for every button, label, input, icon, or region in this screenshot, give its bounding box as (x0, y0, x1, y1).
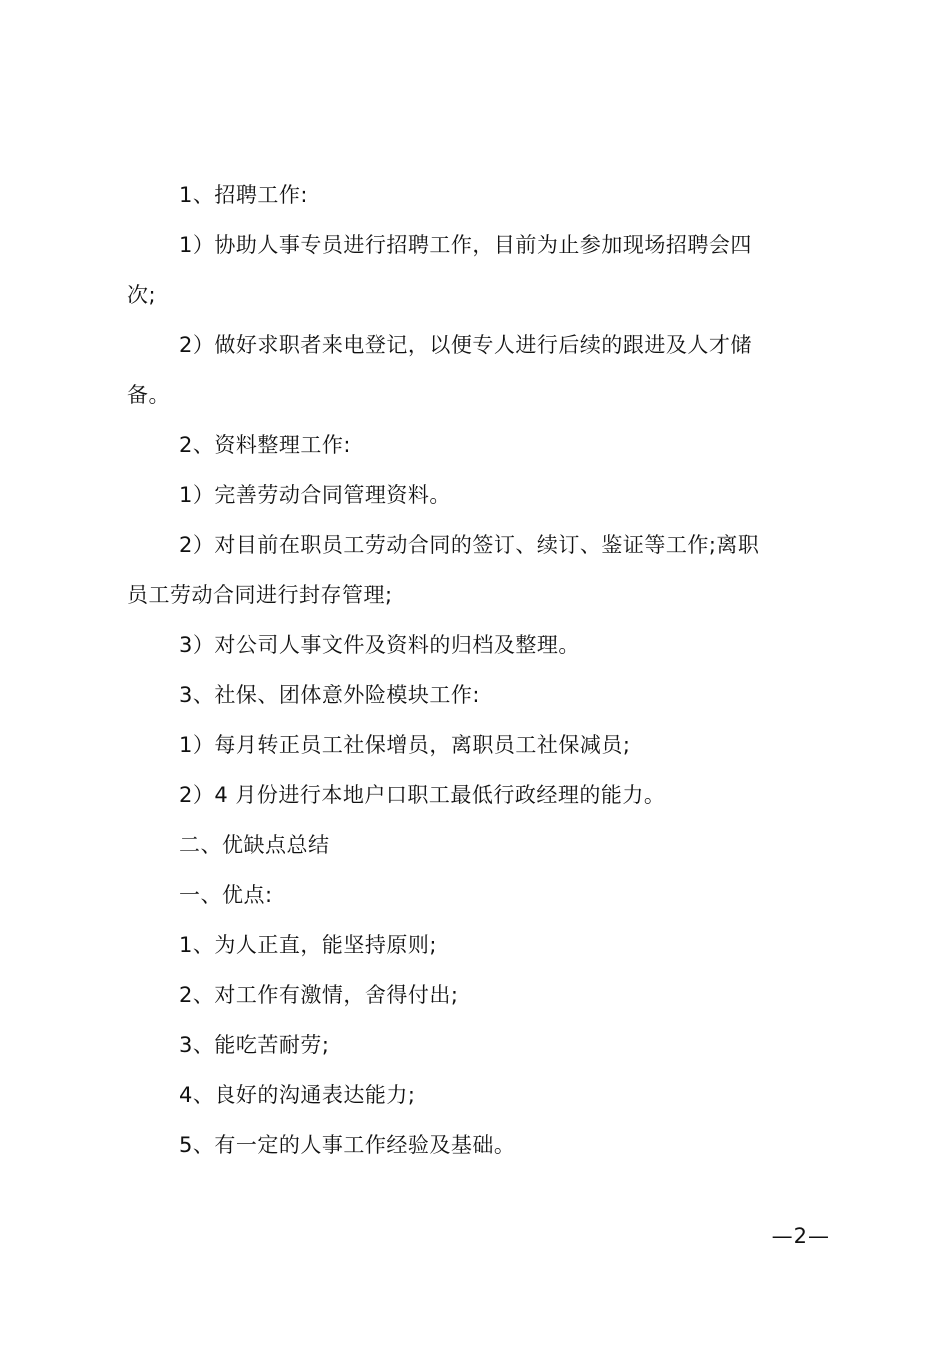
list-item: 1、为人正直，能坚持原则; (179, 933, 437, 957)
section-heading-recruitment: 1、招聘工作: (179, 183, 308, 207)
list-item: 5、有一定的人事工作经验及基础。 (179, 1133, 516, 1157)
section-heading-insurance: 3、社保、团体意外险模块工作: (179, 683, 480, 707)
page-number: —2— (771, 1224, 830, 1248)
list-item: 3）对公司人事文件及资料的归档及整理。 (179, 633, 580, 657)
list-item: 1）完善劳动合同管理资料。 (179, 483, 451, 507)
document-body (127, 170, 767, 1170)
list-item: 1）协助人事专员进行招聘工作，目前为止参加现场招聘会四次; (127, 233, 752, 307)
subheading-strengths: 一、优点: (179, 883, 273, 907)
list-item: 1）每月转正员工社保增员，离职员工社保减员; (179, 733, 631, 757)
list-item: 2、对工作有激情，舍得付出; (179, 983, 459, 1007)
list-item: 3、能吃苦耐劳; (179, 1033, 330, 1057)
section-heading-documents: 2、资料整理工作: (179, 433, 351, 457)
list-item: 4、良好的沟通表达能力; (179, 1083, 416, 1107)
section-heading-summary: 二、优缺点总结 (179, 833, 330, 857)
list-item: 2）做好求职者来电登记，以便专人进行后续的跟进及人才储备。 (127, 333, 752, 407)
list-item: 2）对目前在职员工劳动合同的签订、续订、鉴证等工作;离职员工劳动合同进行封存管理; (127, 533, 760, 607)
list-item: 2）4 月份进行本地户口职工最低行政经理的能力。 (179, 783, 666, 807)
